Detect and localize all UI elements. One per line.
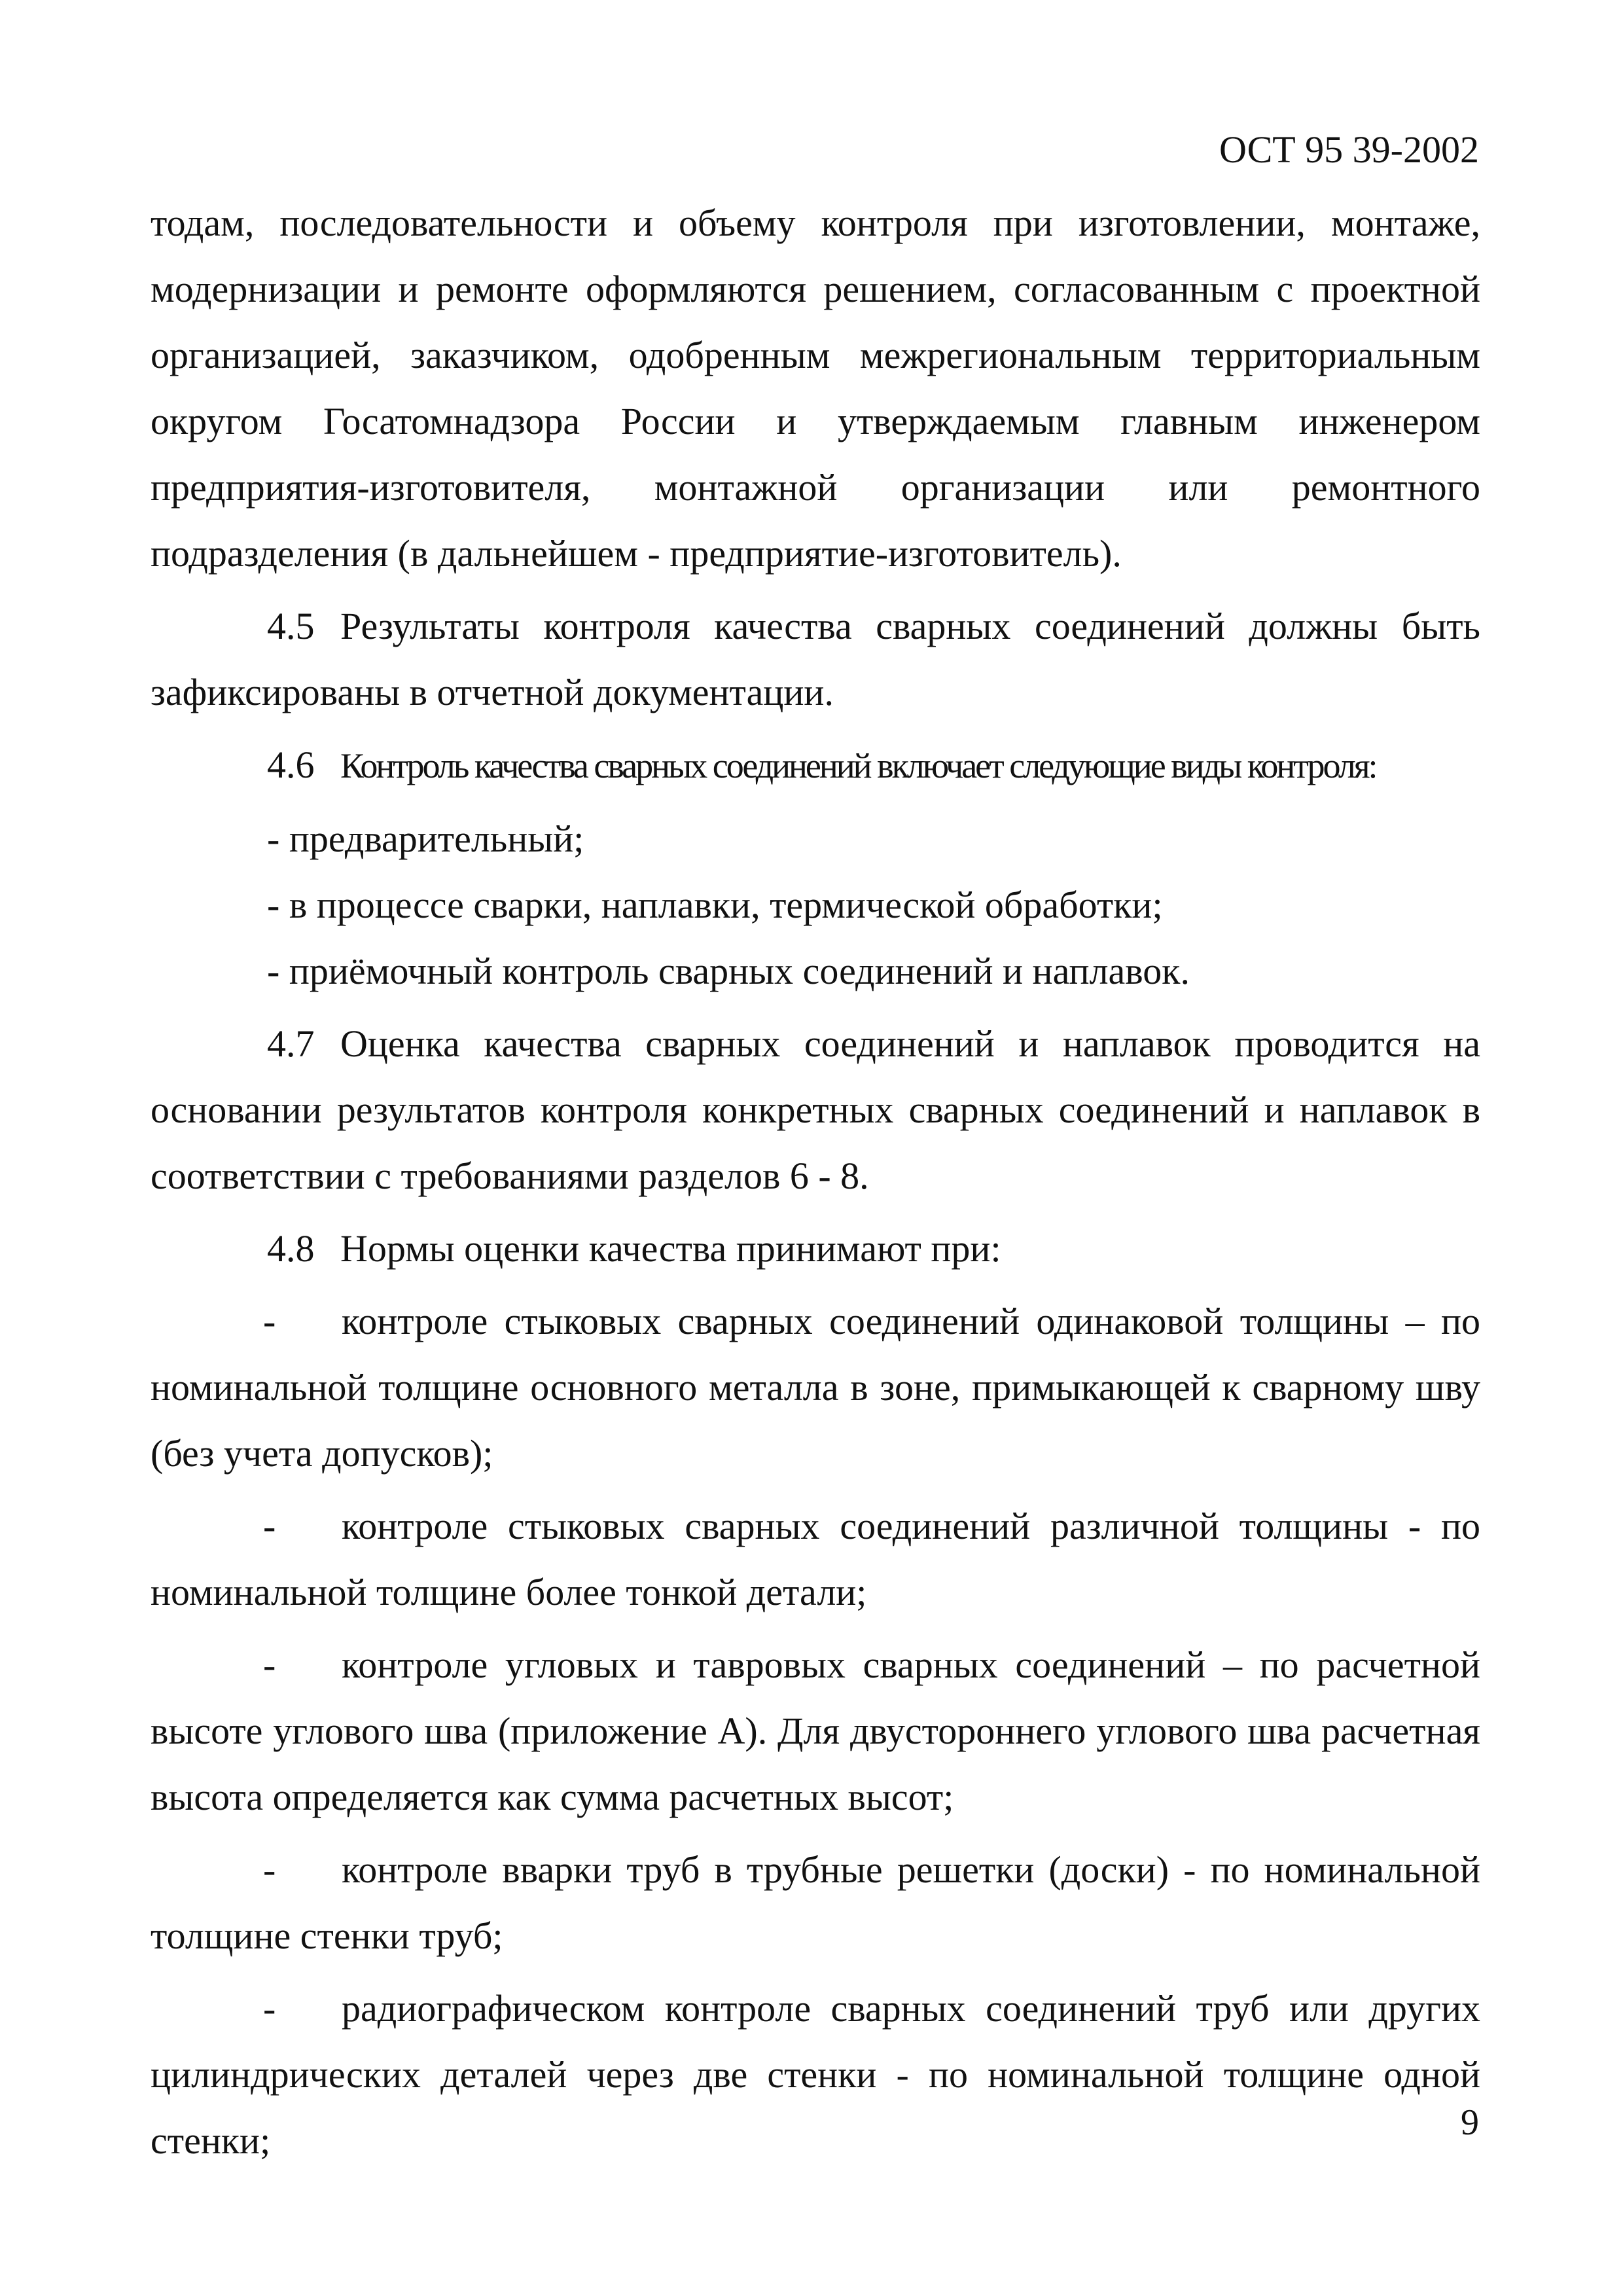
- list-item-text: контроле вварки труб в трубные решетки (доски) - по номинальной толщине стенки труб;: [151, 1848, 1480, 1957]
- section-number: 4.5: [267, 605, 315, 647]
- list-item: - приёмочный контроль сварных соединений и наплавок.: [267, 950, 1190, 992]
- body-text: [151, 190, 1480, 2180]
- section-text: Оценка качества сварных соединений и наплавок проводится на основании результатов контроля конкретных сварных соединений и наплавок в соответствии с требованиями разделов 6 - 8.: [151, 1022, 1480, 1197]
- list-item: [151, 1288, 1480, 1486]
- section-number: 4.6: [267, 744, 315, 786]
- section-4-6: [151, 732, 1480, 799]
- list-item: [151, 1975, 1480, 2174]
- list-item: [151, 1837, 1480, 1969]
- list-item: - в процессе сварки, наплавки, термической обработки;: [267, 884, 1163, 926]
- list-item-text: контроле угловых и тавровых сварных соединений – по расчетной высоте углового шва (приложение А). Для двустороннего углового шва расчетная высота определяется как сумма расчетных высот;: [151, 1643, 1480, 1818]
- list-dash: -: [263, 1300, 276, 1342]
- section-text: Результаты контроля качества сварных соединений должны быть зафиксированы в отчетной документации.: [151, 605, 1480, 713]
- list-item-text: радиографическом контроле сварных соединений труб или других цилиндрических деталей через две стенки - по номинальной толщине одной стенки;: [151, 1987, 1480, 2162]
- section-4-8: [151, 1215, 1480, 1282]
- list-dash: -: [263, 1643, 276, 1686]
- list-item: [151, 1632, 1480, 1830]
- document-code: ОСТ 95 39-2002: [1219, 128, 1479, 171]
- page-number: 9: [1461, 2102, 1479, 2143]
- section-text: Нормы оценки качества принимают при:: [340, 1227, 1001, 1270]
- list-dash: -: [263, 1848, 276, 1891]
- list-item-text: контроле стыковых сварных соединений одинаковой толщины – по номинальной толщине основного металла в зоне, примыкающей к сварному шву (без учета допусков);: [151, 1300, 1480, 1475]
- list-dash: -: [263, 1987, 276, 2030]
- list-item-text: контроле стыковых сварных соединений различной толщины - по номинальной толщине более тонкой детали;: [151, 1505, 1480, 1613]
- section-4-7: [151, 1011, 1480, 1209]
- section-number: 4.8: [267, 1227, 315, 1270]
- section-number: 4.7: [267, 1022, 315, 1065]
- section-4-5: [151, 593, 1480, 725]
- list-item: [151, 1493, 1480, 1625]
- list-item: - предварительный;: [267, 817, 584, 860]
- list-dash: -: [263, 1505, 276, 1547]
- section-text: Контроль качества сварных соединений включает следующие виды контроля:: [340, 746, 1376, 785]
- intro-paragraph: тодам, последовательности и объему контроля при изготовлении, монтаже, модернизации и ремонте оформляются решением, согласованным с проектной организацией, заказчиком, одобренным межрегиональным территориальным округом Госатомнадзора России и утверждаемым главным инженером предприятия-изготовителя, монтажной организации или ремонтного подразделения (в дальнейшем - предприятие-изготовитель).: [151, 202, 1480, 575]
